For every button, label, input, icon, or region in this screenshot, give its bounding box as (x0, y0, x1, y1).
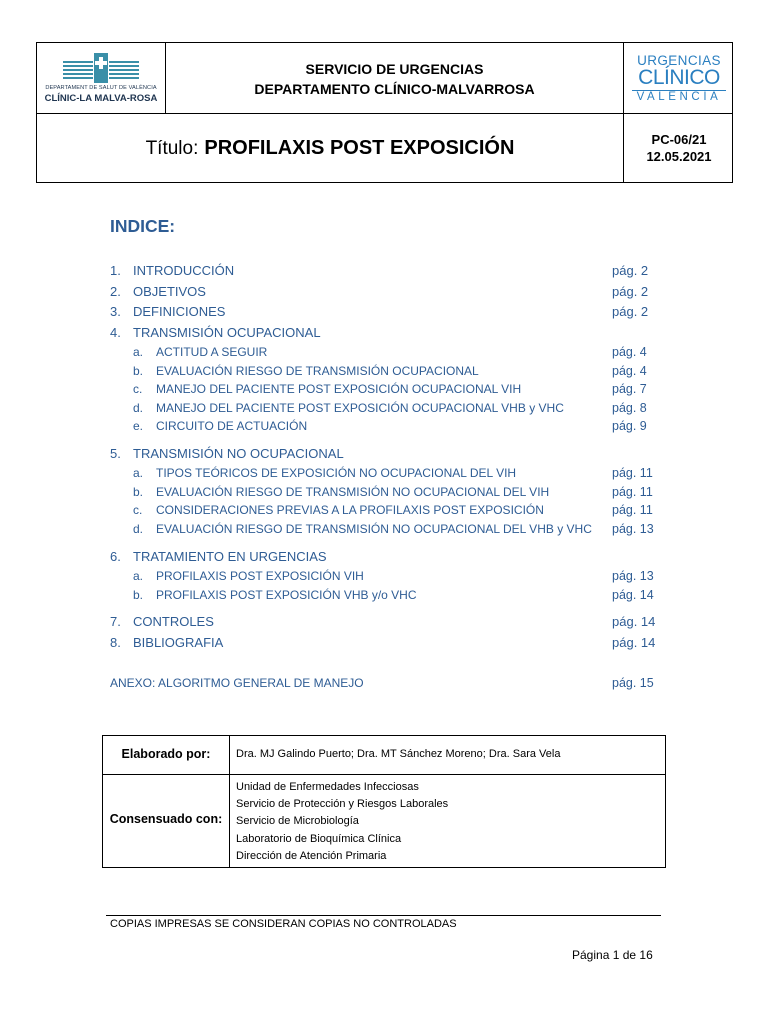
agreed-item: Servicio de Microbiología (236, 815, 359, 828)
toc-page: pág. 4 (612, 345, 647, 359)
footer-divider (106, 915, 661, 916)
toc-number: 7. (110, 614, 121, 629)
toc-number: 6. (110, 549, 121, 564)
toc-letter: d. (133, 522, 144, 536)
toc-label: MANEJO DEL PACIENTE POST EXPOSICIÓN OCUPACIONAL VHB y VHC (156, 401, 564, 415)
date-value: 12.05.2021 (646, 149, 712, 164)
toc-page: pág. 11 (612, 485, 653, 499)
elaborated-label: Elaborado por: (121, 747, 211, 761)
toc-page: pág. 7 (612, 382, 647, 396)
service-line-2: DEPARTAMENTO CLÍNICO-MALVARROSA (254, 81, 535, 97)
logo-line-1: URGENCIAS (637, 53, 721, 68)
toc-page: pág. 13 (612, 569, 654, 583)
toc-letter: c. (133, 382, 143, 396)
logo-line-3: VALENCIA (636, 91, 722, 103)
document-title (37, 114, 623, 183)
toc-label: MANEJO DEL PACIENTE POST EXPOSICIÓN OCUPACIONAL VIH (156, 382, 522, 396)
toc-letter: a. (133, 466, 144, 480)
toc-letter: b. (133, 485, 144, 499)
service-line-1: SERVICIO DE URGENCIAS (305, 61, 484, 77)
toc-label: ACTITUD A SEGUIR (156, 345, 268, 359)
toc-page: pág. 14 (612, 588, 654, 602)
toc-label: TRANSMISIÓN NO OCUPACIONAL (133, 446, 344, 461)
document-header (36, 42, 733, 183)
hospital-logo (37, 43, 165, 113)
authorship-table (102, 735, 666, 868)
toc-number: 8. (110, 635, 121, 650)
toc-number: 4. (110, 325, 121, 340)
agreed-item: Unidad de Enfermedades Infecciosas (236, 781, 419, 793)
toc-label: PROFILAXIS POST EXPOSICIÓN VIH (156, 569, 364, 583)
toc-number: 1. (110, 263, 121, 278)
agreed-item: Dirección de Atención Primaria (236, 849, 387, 862)
toc-label: EVALUACIÓN RIESGO DE TRANSMISIÓN NO OCUPACIONAL DEL VIH (156, 485, 550, 499)
elaborated-value: Dra. MJ Galindo Puerto; Dra. MT Sánchez Moreno; Dra. Sara Vela (236, 748, 561, 760)
toc-page: pág. 13 (612, 522, 654, 536)
divider (103, 774, 665, 775)
department-name: DEPARTAMENT DE SALUT DE VALÈNCIA (45, 85, 157, 91)
toc-number: 2. (110, 284, 121, 299)
document-code (624, 131, 734, 165)
divider (229, 736, 230, 867)
toc-page: pág. 2 (612, 284, 649, 299)
toc-page: pág. 11 (612, 503, 653, 517)
toc-label: TIPOS TEÓRICOS DE EXPOSICIÓN NO OCUPACIONAL DEL VIH (156, 466, 517, 480)
toc-number: 5. (110, 446, 121, 461)
footer-note: COPIAS IMPRESAS SE CONSIDERAN COPIAS NO CONTROLADAS (110, 918, 457, 930)
toc-letter: a. (133, 345, 144, 359)
toc-label: CONTROLES (133, 614, 214, 629)
toc-label: TRANSMISIÓN OCUPACIONAL (133, 325, 321, 340)
toc-page: pág. 14 (612, 635, 656, 650)
toc-letter: b. (133, 588, 144, 602)
clinic-name: CLÍNIC-LA MALVA-ROSA (44, 93, 158, 104)
service-heading (166, 59, 623, 99)
toc-label: DEFINICIONES (133, 304, 226, 319)
logo-line-2: CLÍNICO (632, 65, 726, 91)
toc-number: 3. (110, 304, 121, 319)
urgencias-logo (624, 43, 734, 113)
page-number: Página 1 de 16 (572, 948, 653, 962)
toc-page: pág. 11 (612, 466, 653, 480)
toc-page: pág. 2 (612, 304, 649, 319)
toc-page: pág. 4 (612, 364, 647, 378)
toc-label: CIRCUITO DE ACTUACIÓN (156, 419, 308, 433)
toc-letter: a. (133, 569, 144, 583)
toc-label: EVALUACIÓN RIESGO DE TRANSMISIÓN OCUPACIONAL (156, 364, 479, 378)
toc-label: BIBLIOGRAFIA (133, 635, 224, 650)
title-label: Título: (145, 137, 199, 159)
toc-label: INTRODUCCIÓN (133, 263, 235, 278)
hospital-building-icon (63, 53, 139, 83)
agreed-list (236, 779, 448, 865)
agreed-item: Servicio de Protección y Riesgos Laborales (236, 798, 449, 811)
toc-letter: e. (133, 419, 144, 433)
toc-letter: c. (133, 503, 143, 517)
toc-page: pág. 8 (612, 401, 647, 415)
toc-letter: d. (133, 401, 144, 415)
toc-page: pág. 2 (612, 263, 649, 278)
toc-letter: b. (133, 364, 144, 378)
code-value: PC-06/21 (651, 132, 707, 147)
agreed-item: Laboratorio de Bioquímica Clínica (236, 832, 402, 845)
toc-label: PROFILAXIS POST EXPOSICIÓN VHB y/o VHC (156, 588, 417, 602)
title-value: PROFILAXIS POST EXPOSICIÓN (204, 137, 515, 159)
annex-page: pág. 15 (612, 676, 654, 690)
index-title: INDICE: (110, 216, 176, 236)
toc-page: pág. 9 (612, 419, 647, 433)
toc-label: CONSIDERACIONES PREVIAS A LA PROFILAXIS POST EXPOSICIÓN (156, 503, 544, 517)
agreed-label: Consensuado con: (109, 812, 223, 826)
annex-link[interactable]: ANEXO: ALGORITMO GENERAL DE MANEJO (110, 676, 364, 690)
toc-label: TRATAMIENTO EN URGENCIAS (133, 549, 327, 564)
toc-label: OBJETIVOS (133, 284, 206, 299)
toc-label: EVALUACIÓN RIESGO DE TRANSMISIÓN NO OCUPACIONAL DEL VHB y VHC (156, 522, 592, 536)
toc-page: pág. 14 (612, 614, 656, 629)
